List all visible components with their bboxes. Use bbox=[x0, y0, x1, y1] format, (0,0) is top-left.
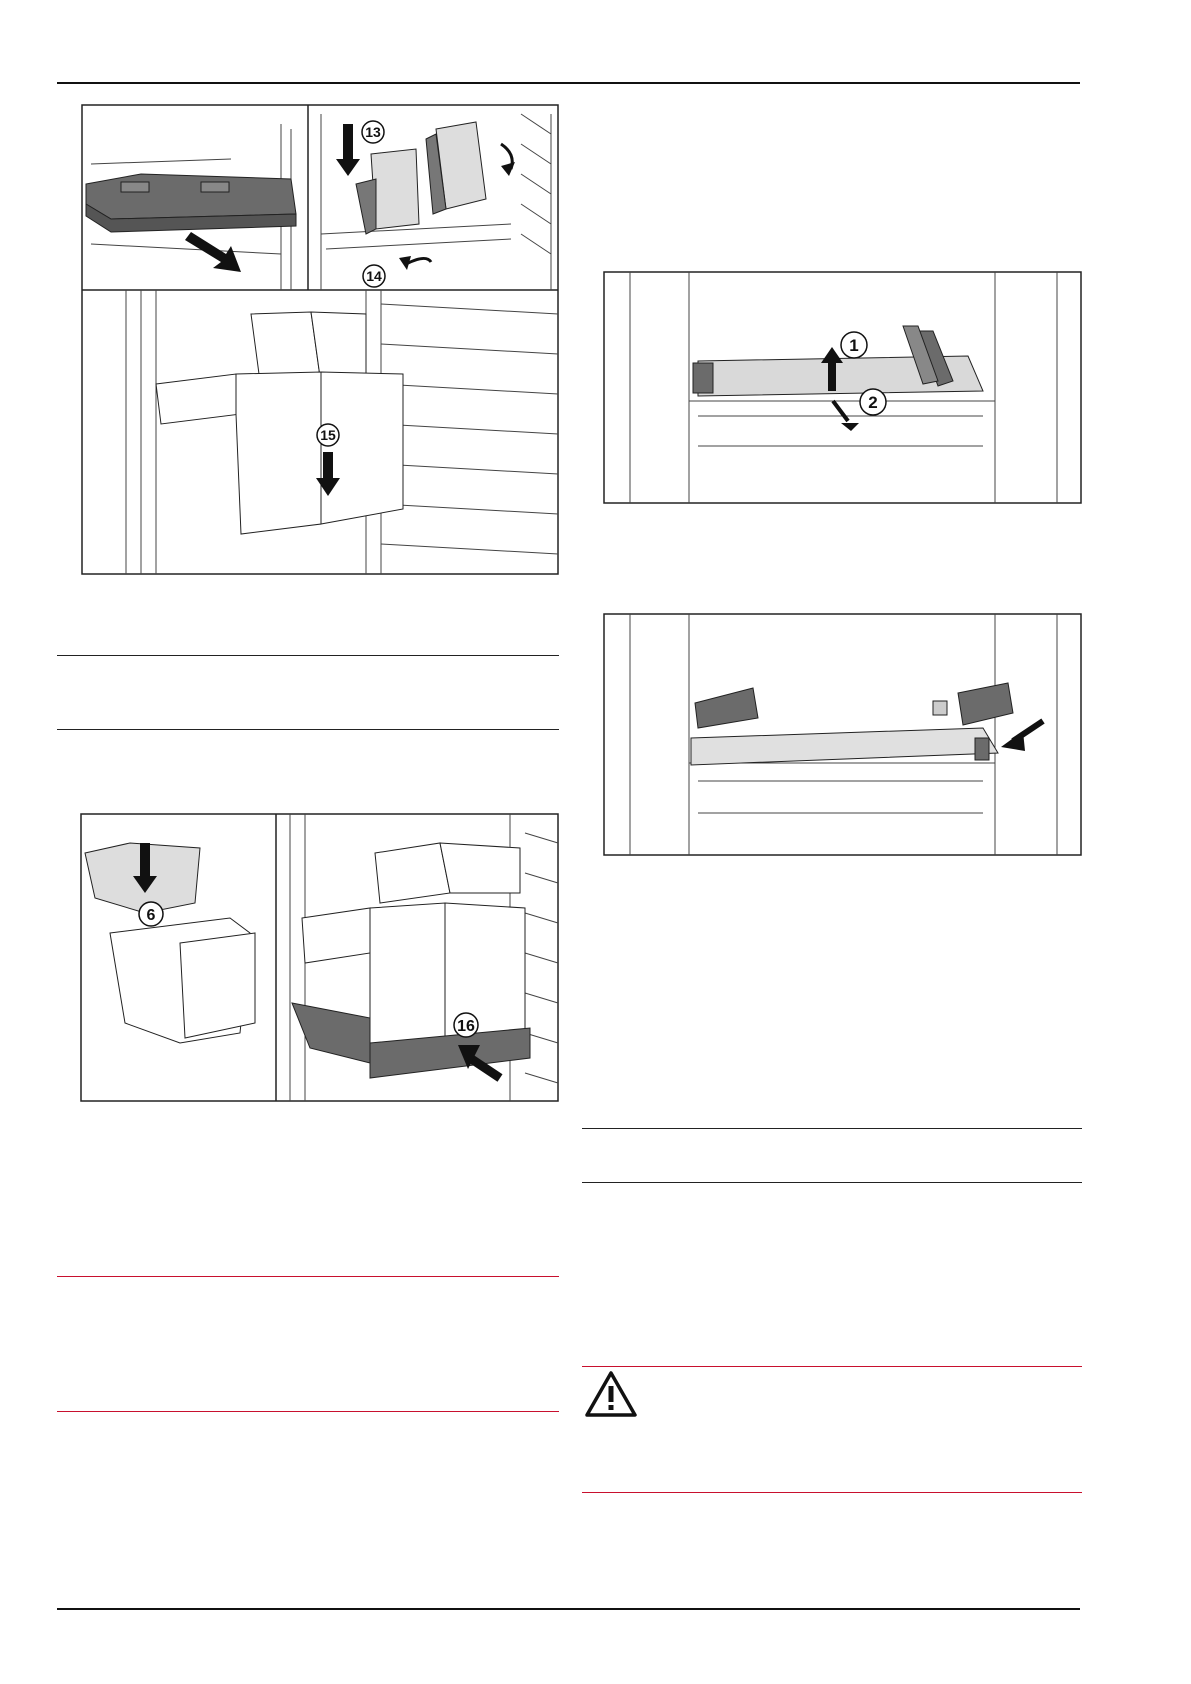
page-header-rule bbox=[57, 82, 1080, 84]
shelf-tray bbox=[86, 174, 296, 232]
warning-rule-top bbox=[582, 1366, 1082, 1367]
warning-rule-top bbox=[57, 1276, 559, 1277]
section-rule bbox=[57, 655, 559, 656]
page-footer-rule bbox=[57, 1608, 1080, 1610]
warning-triangle-icon bbox=[584, 1370, 638, 1418]
callout-16 bbox=[454, 1013, 478, 1037]
callout-2 bbox=[860, 389, 886, 415]
svg-text:13: 13 bbox=[365, 124, 381, 140]
callout-15 bbox=[317, 424, 339, 446]
svg-text:15: 15 bbox=[320, 427, 336, 443]
svg-text:6: 6 bbox=[146, 907, 156, 924]
svg-text:14: 14 bbox=[366, 268, 382, 284]
figure-insert-drawer bbox=[80, 813, 559, 1102]
callout-6 bbox=[139, 902, 163, 926]
callout-13 bbox=[362, 121, 384, 143]
section-rule bbox=[582, 1128, 1082, 1129]
callout-14 bbox=[363, 265, 385, 287]
svg-text:1: 1 bbox=[849, 336, 859, 355]
warning-rule-bottom bbox=[582, 1492, 1082, 1493]
warning-rule-bottom bbox=[57, 1411, 559, 1412]
svg-text:16: 16 bbox=[457, 1018, 475, 1035]
figure-drawer-removal bbox=[81, 104, 559, 575]
section-rule bbox=[57, 729, 559, 730]
figure-glass-plate-insert bbox=[603, 613, 1082, 856]
figure-glass-plate-removal bbox=[603, 271, 1082, 504]
callout-1 bbox=[841, 332, 867, 358]
section-rule bbox=[582, 1182, 1082, 1183]
svg-text:2: 2 bbox=[868, 393, 878, 412]
